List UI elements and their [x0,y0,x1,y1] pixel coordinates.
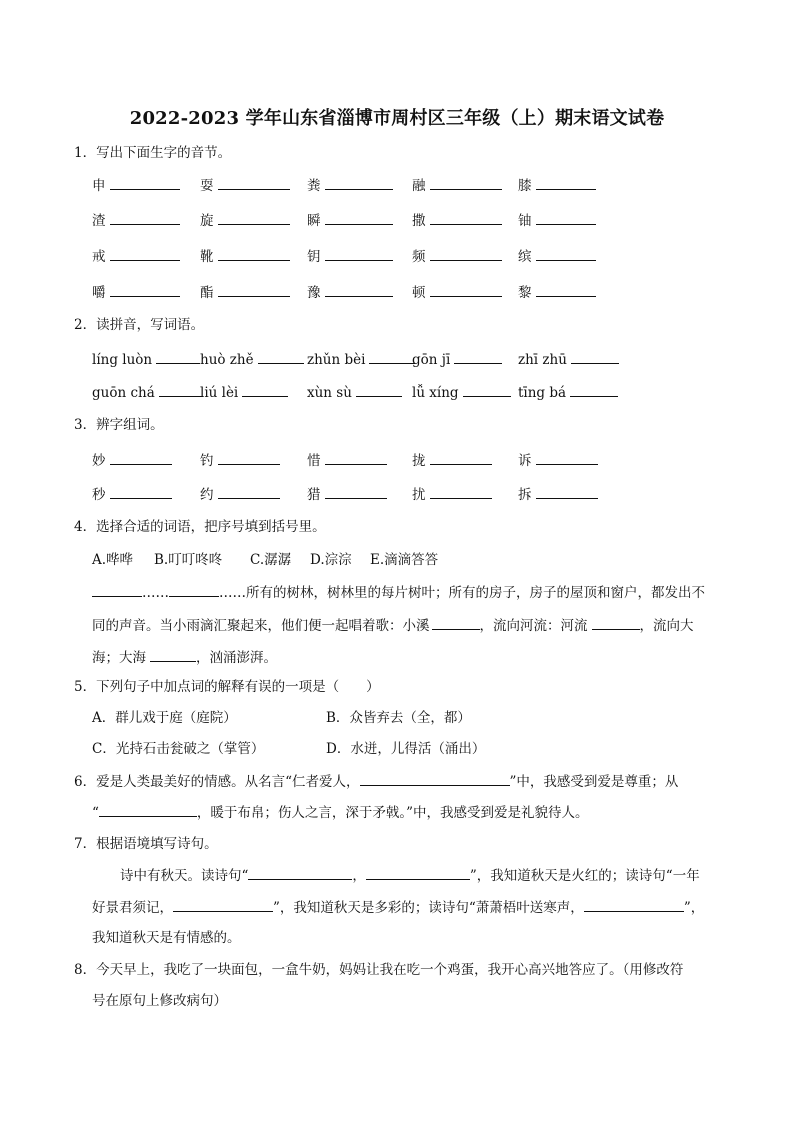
option-d[interactable]: D．水迸，儿得活（涌出） [326,741,486,757]
answer-blank[interactable] [242,382,288,397]
prompt-text: gōn jī [412,352,451,368]
prompt-text: 顿 [412,285,426,301]
question-6-line-1: 6．爱是人类最美好的情感。从名言“仁者爱人， ”中，我感受到爱是尊重；从 [74,771,678,792]
prompt-text: 妙 [92,453,106,469]
word-option: A.哗哗 [92,552,134,568]
answer-blank[interactable] [169,582,219,597]
grid-cell [307,349,415,370]
question-5-label: 5．下列句子中加点词的解释有误的一项是（ ） [74,679,380,695]
grid-cell [200,349,304,370]
prompt-text: 靴 [200,249,214,265]
answer-blank[interactable] [430,210,502,225]
grid-cell [92,484,172,505]
answer-blank[interactable] [454,349,502,364]
question-1-label: 1．写出下面生字的音节。 [74,145,232,161]
answer-blank[interactable] [570,382,618,397]
grid-cell [200,210,290,231]
question-8-line-2: 号在原句上修改病句） [92,993,227,1009]
answer-blank[interactable] [536,246,596,261]
grid-cell [92,450,172,471]
answer-blank[interactable] [156,349,200,364]
answer-blank[interactable] [463,382,511,397]
answer-blank[interactable] [150,647,196,662]
prompt-text: 耍 [200,178,214,194]
grid-cell [307,175,393,196]
prompt-text: 钥 [307,249,321,265]
prompt-text: líng luòn [92,352,153,368]
option-c[interactable]: C．光持石击瓮破之（掌管） [92,741,265,757]
grid-cell [518,450,598,471]
grid-cell [92,246,180,267]
answer-blank[interactable] [110,175,180,190]
prompt-text: xùn sù [307,385,352,401]
answer-blank[interactable] [432,615,480,630]
prompt-text: zhī zhū [518,352,567,368]
answer-blank[interactable] [325,175,393,190]
prompt-text: zhǔn bèi [307,352,366,368]
answer-blank[interactable] [536,484,598,499]
answer-blank[interactable] [325,210,393,225]
answer-blank[interactable] [430,246,502,261]
question-8-line-1: 8．今天早上，我吃了一块面包，一盒牛奶，妈妈让我在吃一个鸡蛋，我开心高兴地答应了。（用修改符 [74,962,684,978]
question-2-label: 2．读拼音，写词语。 [74,317,205,333]
prompt-text: 粪 [307,178,321,194]
prompt-text: 融 [412,178,426,194]
grid-cell [518,382,618,403]
prompt-text: huò zhě [200,352,254,368]
grid-cell [200,450,280,471]
prompt-text: 钓 [200,453,214,469]
word-option: E.滴滴答答 [370,552,439,568]
prompt-text: lǚ xíng [412,385,459,401]
grid-cell [412,246,502,267]
answer-blank[interactable] [258,349,304,364]
grid-cell [307,450,387,471]
grid-cell [200,484,280,505]
word-option: D.淙淙 [310,552,352,568]
prompt-text: 申 [92,178,106,194]
answer-blank[interactable] [218,484,280,499]
grid-cell [518,349,619,370]
answer-blank[interactable] [248,865,352,880]
answer-blank[interactable] [218,282,290,297]
grid-cell [412,282,502,303]
prompt-text: liú lèi [200,385,239,401]
question-4-line-1: …… ……所有的树林，树林里的每片树叶；所有的房子，房子的屋顶和窗户，都发出不 [92,582,732,603]
answer-blank[interactable] [592,615,640,630]
prompt-text: 缤 [518,249,532,265]
grid-cell [412,349,502,370]
grid-cell [92,282,180,303]
prompt-text: 瞬 [307,213,321,229]
answer-blank[interactable] [356,382,402,397]
question-7-line-2: 好景君须记， ”，我知道秋天是多彩的；读诗句“萧萧梧叶送寒声， ”， [92,897,732,918]
answer-blank[interactable] [584,897,684,912]
grid-cell [200,282,290,303]
question-4-line-2: 同的声音。当小雨滴汇聚起来，他们便一起唱着歌：小溪 ，流向河流：河流 ，流向大 [92,615,732,636]
question-7-line-3: 我知道秋天是有情感的。 [92,930,241,946]
answer-blank[interactable] [110,246,180,261]
answer-blank[interactable] [218,210,290,225]
answer-blank[interactable] [325,246,393,261]
grid-cell [92,210,180,231]
grid-cell [518,210,596,231]
question-7-label: 7．根据语境填写诗句。 [74,836,218,852]
prompt-text: 诉 [518,453,532,469]
answer-blank[interactable] [173,897,273,912]
prompt-text: 秒 [92,487,106,503]
prompt-text: 渣 [92,213,106,229]
grid-cell [92,175,180,196]
answer-blank[interactable] [159,382,203,397]
prompt-text: 约 [200,487,214,503]
answer-blank[interactable] [430,175,502,190]
grid-cell [200,175,290,196]
grid-cell [307,246,393,267]
answer-blank[interactable] [99,802,197,817]
answer-blank[interactable] [430,282,502,297]
prompt-text: 猎 [307,487,321,503]
grid-cell [92,349,200,370]
question-4-line-3: 海；大海 ，汹涌澎湃。 [92,647,732,668]
answer-blank[interactable] [218,175,290,190]
answer-blank[interactable] [218,450,280,465]
question-4-label: 4．选择合适的词语，把序号填到括号里。 [74,519,326,535]
grid-cell [412,450,492,471]
question-7-line-1: 诗中有秋天。读诗句“ ， ”，我知道秋天是火红的；读诗句“一年 [120,865,760,886]
grid-cell [412,484,492,505]
answer-blank[interactable] [92,582,142,597]
answer-blank[interactable] [430,450,492,465]
prompt-text: 拢 [412,453,426,469]
prompt-text: 铀 [518,213,532,229]
word-option: C.潺潺 [250,552,292,568]
prompt-text: 酯 [200,285,214,301]
answer-blank[interactable] [360,771,510,786]
answer-blank[interactable] [366,865,470,880]
answer-blank[interactable] [110,210,180,225]
grid-cell [200,382,288,403]
prompt-text: 撒 [412,213,426,229]
grid-cell [518,282,596,303]
prompt-text: 黎 [518,285,532,301]
grid-cell [92,382,203,403]
answer-blank[interactable] [369,349,415,364]
option-b[interactable]: B．众皆弃去（全，都） [326,710,471,726]
prompt-text: 惜 [307,453,321,469]
answer-blank[interactable] [325,484,387,499]
answer-blank[interactable] [325,450,387,465]
prompt-text: 膝 [518,178,532,194]
grid-cell [412,175,502,196]
prompt-text: 扰 [412,487,426,503]
answer-blank[interactable] [110,282,180,297]
answer-blank[interactable] [536,282,596,297]
question-3-label: 3．辨字组词。 [74,417,164,433]
prompt-text: 戒 [92,249,106,265]
grid-cell [518,246,596,267]
grid-cell [307,210,393,231]
grid-cell [307,382,402,403]
prompt-text: guōn chá [92,385,155,401]
grid-cell [518,175,596,196]
answer-blank[interactable] [536,450,598,465]
grid-cell [200,246,290,267]
prompt-text: 频 [412,249,426,265]
grid-cell [518,484,598,505]
question-6-line-2: “ ，暖于布帛；伤人之言，深于矛戟。”中，我感受到爱是礼貌待人。 [92,802,732,823]
page-title: 2022-2023 学年山东省淄博市周村区三年级（上）期末语文试卷 [129,108,665,129]
answer-blank[interactable] [110,450,172,465]
answer-blank[interactable] [110,484,172,499]
option-a[interactable]: A．群儿戏于庭（庭院） [92,710,237,726]
prompt-text: 嚼 [92,285,106,301]
answer-blank[interactable] [536,210,596,225]
grid-cell [307,484,387,505]
answer-blank[interactable] [430,484,492,499]
prompt-text: tīng bá [518,385,567,401]
prompt-text: 拆 [518,487,532,503]
answer-blank[interactable] [218,246,290,261]
grid-cell [412,210,502,231]
word-option: B.叮叮咚咚 [154,552,223,568]
prompt-text: 旋 [200,213,214,229]
answer-blank[interactable] [536,175,596,190]
grid-cell [412,382,511,403]
grid-cell [307,282,393,303]
answer-blank[interactable] [325,282,393,297]
prompt-text: 豫 [307,285,321,301]
answer-blank[interactable] [571,349,619,364]
